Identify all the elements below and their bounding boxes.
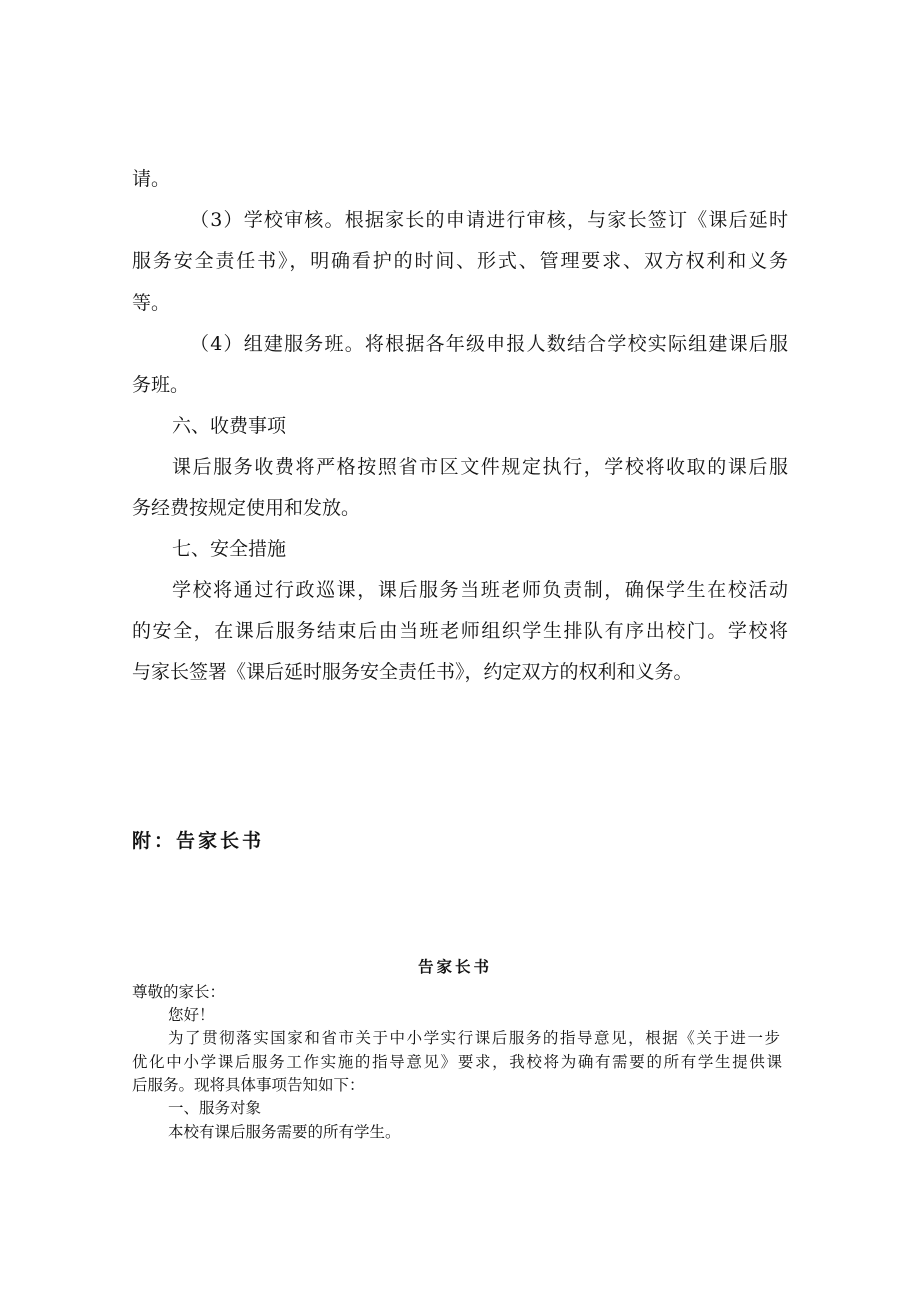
attachment-label: 附：告家长书 [132,830,265,852]
body-line-9: 务经费按规定使用和发放。 [132,497,361,519]
body-line-11: 学校将通过行政巡课，课后服务当班老师负责制，确保学生在校活动 [172,579,788,601]
body-line-4: 等。 [132,292,171,314]
body-line-1: 请。 [132,168,171,190]
body-line-8: 课后服务收费将严格按照省市区文件规定执行，学校将收取的课后服 [172,456,788,478]
body-line-5: （4）组建服务班。将根据各年级申报人数结合学校实际组建课后服 [190,333,788,355]
body-line-6: 务班。 [132,374,190,396]
letter-section-heading-1: 一、服务对象 [168,1099,262,1117]
body-line-13: 与家长签署《课后延时服务安全责任书》，约定双方的权利和义务。 [132,661,693,683]
letter-para-line-3: 后服务。现将具体事项告知如下： [132,1076,365,1094]
letter-title: 告家长书 [418,957,493,976]
body-line-3: 服务安全责任书》，明确看护的时间、形式、管理要求、双方权利和义务 [132,250,788,272]
letter-para-line-1: 为了贯彻落实国家和省市关于中小学实行课后服务的指导意见，根据《关于进一步 [168,1029,780,1047]
letter-greeting: 您好！ [168,1006,215,1024]
letter-para-line-2: 优化中小学课后服务工作实施的指导意见》要求，我校将为确有需要的所有学生提供课 [132,1053,782,1071]
section-heading-fees: 六、收费事项 [172,415,287,437]
body-line-2: （3）学校审核。根据家长的申请进行审核，与家长签订《课后延时 [190,209,788,231]
section-heading-safety: 七、安全措施 [172,538,287,560]
letter-section-body-1: 本校有课后服务需要的所有学生。 [168,1123,401,1141]
letter-salutation: 尊敬的家长： [132,983,226,1001]
body-line-12: 的安全，在课后服务结束后由当班老师组织学生排队有序出校门。学校将 [132,620,788,642]
